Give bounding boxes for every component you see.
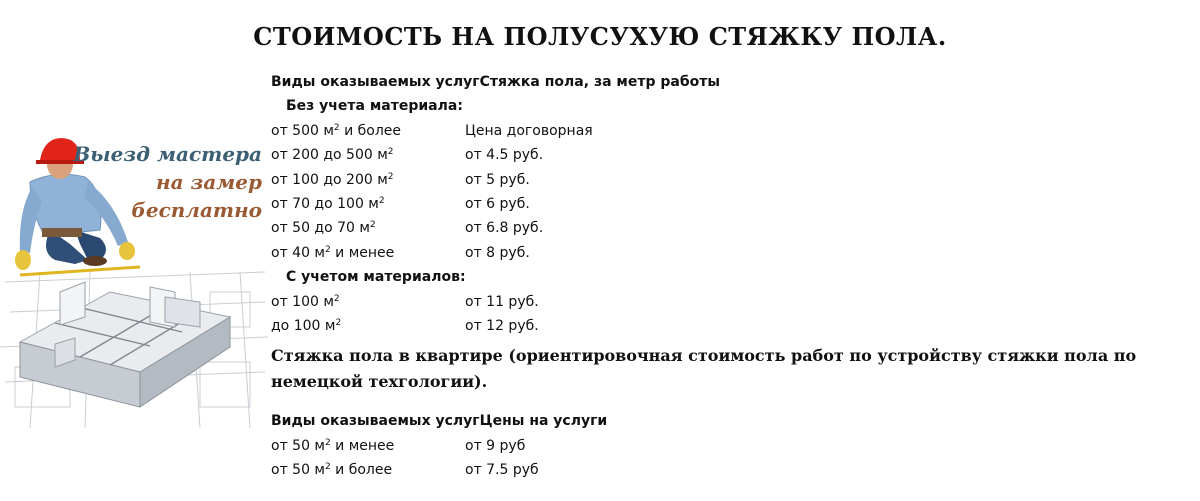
table-row	[271, 216, 1171, 240]
price-value: от 5 руб.	[465, 171, 530, 188]
price-value: от 7.5 руб	[465, 462, 539, 479]
banner-line-2: на замер	[156, 170, 262, 194]
unit-power: 2	[369, 220, 376, 231]
price-value: от 11 руб.	[465, 293, 539, 310]
page-title: СТОИМОСТЬ НА ПОЛУСУХУЮ СТЯЖКУ ПОЛА.	[253, 22, 947, 51]
unit-power: 2	[333, 293, 340, 304]
area-label: от 50 до 70 м	[271, 220, 370, 237]
header-services: Виды оказываемых услуг	[271, 74, 480, 90]
price-content	[271, 70, 1171, 482]
table-row	[271, 192, 1171, 216]
table-row	[271, 119, 1171, 143]
price-value: от 8 руб.	[465, 244, 530, 261]
banner-line-1: Выезд мастера	[73, 142, 262, 166]
area-suffix: и более	[330, 462, 393, 479]
area-label: от 70 до 100 м	[271, 195, 379, 212]
unit-power: 2	[325, 437, 331, 448]
section-label-without-material: Без учета материала:	[286, 98, 463, 115]
table-row	[271, 314, 1171, 338]
area-label: от 200 до 500 м	[271, 147, 388, 164]
table-row	[271, 168, 1171, 192]
price-value: от 9 руб	[465, 437, 526, 454]
table-row	[271, 241, 1171, 265]
table-row	[271, 290, 1171, 314]
price-value: Цена договорная	[465, 122, 593, 139]
area-label: от 100 м	[271, 293, 334, 310]
apartment-screed-heading: Стяжка пола в квартире (ориентировочная стоимость работ по устройству стяжки пола по немецкой техгологии).	[271, 346, 1137, 392]
area-suffix: и менее	[330, 437, 395, 454]
unit-power: 2	[387, 171, 394, 182]
area-label: от 500 м	[271, 122, 334, 139]
unit-power: 2	[387, 147, 394, 158]
house-model	[20, 282, 230, 407]
header-services: Виды оказываемых услуг	[271, 413, 480, 430]
area-label: от 100 до 200 м	[271, 171, 388, 188]
section-label-with-material: С учетом материалов:	[286, 269, 466, 286]
unit-power: 2	[333, 122, 340, 133]
table-row	[271, 143, 1171, 167]
table-row	[271, 458, 1171, 482]
promo-banner[interactable]	[0, 132, 270, 428]
price-value: от 6 руб.	[465, 195, 530, 212]
table-header	[271, 70, 1171, 94]
unit-power: 2	[335, 317, 342, 328]
area-label: от 40 м	[271, 244, 325, 261]
unit-power: 2	[325, 244, 331, 255]
table-row	[271, 434, 1171, 458]
area-label: от 50 м	[271, 437, 325, 454]
area-suffix: и более	[339, 122, 402, 139]
price-value: от 6.8 руб.	[465, 220, 544, 237]
table-header	[271, 409, 1171, 433]
unit-power: 2	[378, 195, 385, 206]
price-table-apartment	[271, 409, 1171, 482]
area-suffix: и менее	[330, 244, 395, 261]
area-label: до 100 м	[271, 317, 336, 334]
area-label: от 50 м	[271, 462, 325, 479]
measuring-tape-icon	[20, 267, 140, 275]
header-prices: Цены на услуги	[479, 413, 608, 430]
price-table-screed	[271, 70, 1171, 338]
banner-line-3: бесплатно	[131, 198, 262, 222]
price-value: от 12 руб.	[465, 317, 539, 334]
unit-power: 2	[325, 462, 331, 473]
header-price-per-meter: Стяжка пола, за метр работы	[479, 74, 720, 90]
price-value: от 4.5 руб.	[465, 147, 544, 164]
